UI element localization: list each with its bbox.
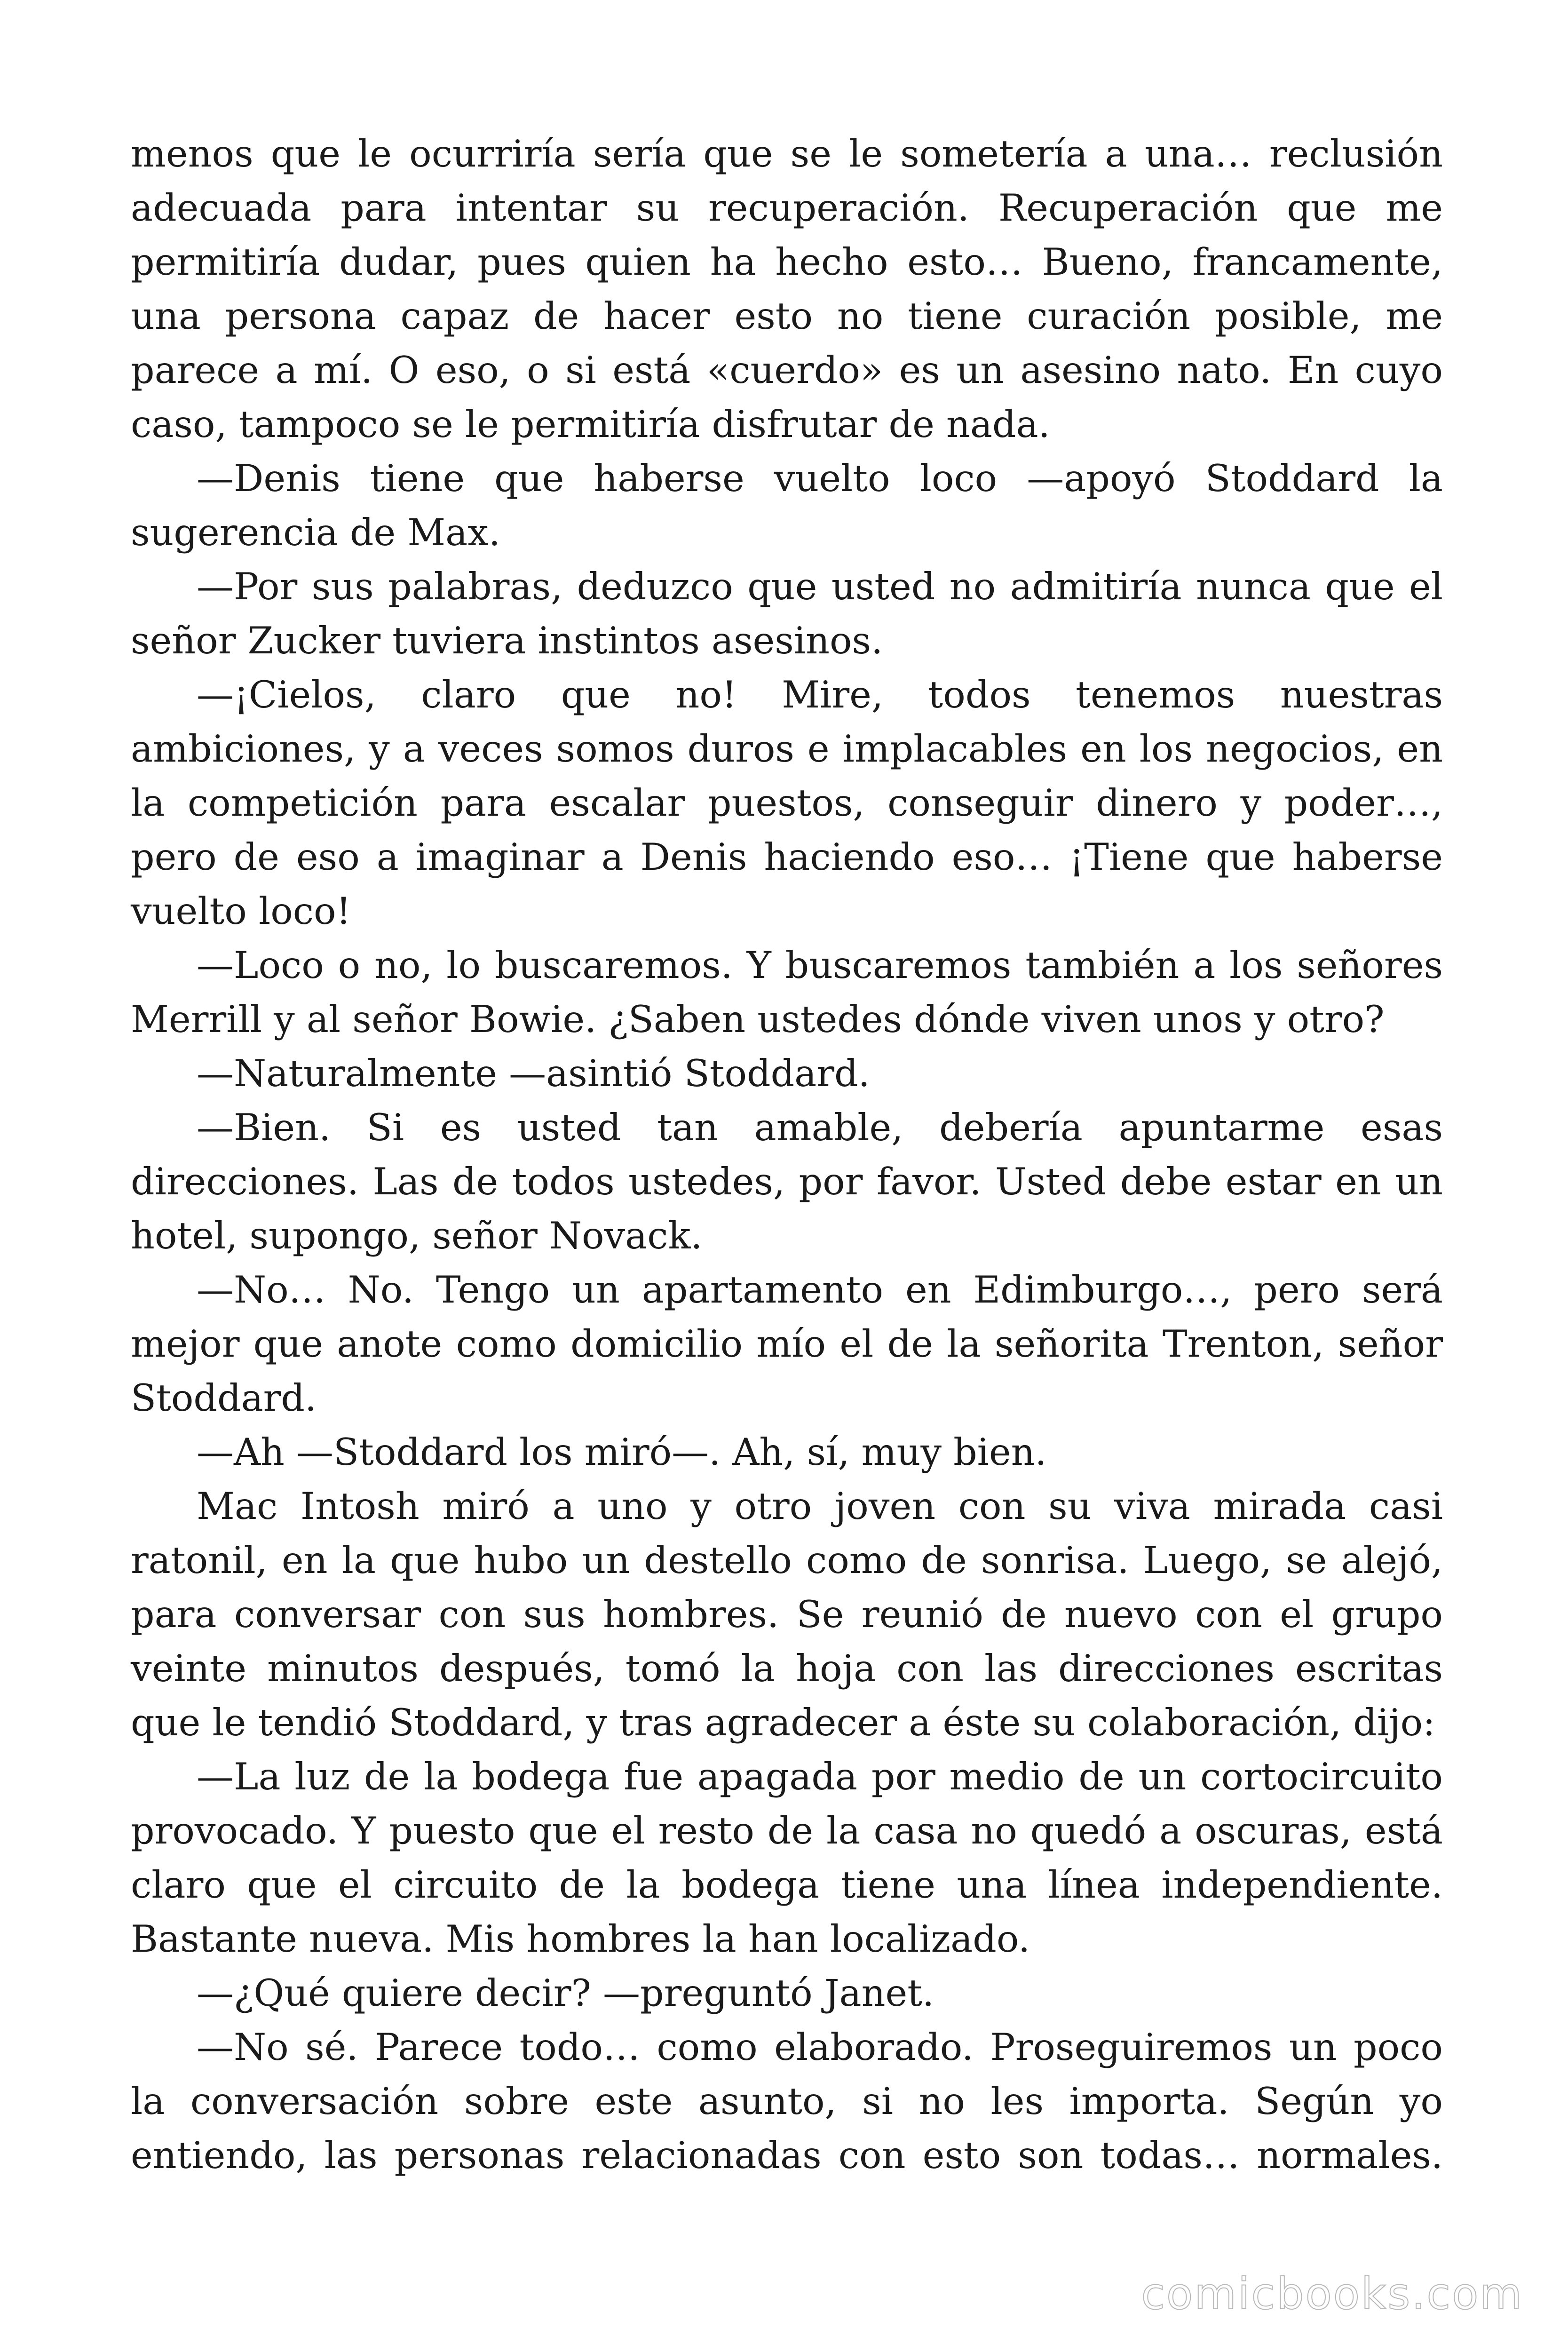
paragraph-9: —Ah —Stoddard los miró—. Ah, sí, muy bien. [197,1430,1047,1474]
paragraph-7: —Bien. Si es usted tan amable, debería apuntarme esas direcciones. Las de todos ustedes, por favor. Usted debe estar en un hotel, supongo, señor Novack. [131,1106,1443,1257]
paragraph-8: —No… No. Tengo un apartamento en Edimburgo…, pero será mejor que anote como domicilio mío el de la señorita Trenton, señor Stoddard. [131,1268,1443,1420]
page-body [131,127,1443,2183]
watermark: comicbooks.com [1141,2269,1523,2319]
paragraph-11: —La luz de la bodega fue apagada por medio de un cortocircuito provocado. Y puesto que el resto de la casa no quedó a oscuras, está claro que el circuito de la bodega tiene una línea independiente. Bastante nueva. Mis hombres la han localizado. [131,1755,1443,1961]
paragraph-3: —Por sus palabras, deduzco que usted no admitiría nunca que el señor Zucker tuviera instintos asesinos. [131,565,1443,662]
paragraph-12: —¿Qué quiere decir? —preguntó Janet. [197,1971,934,2015]
paragraph-1: menos que le ocurriría sería que se le sometería a una… reclusión adecuada para intentar su recuperación. Recuperación que me permitiría dudar, pues quien ha hecho esto… Bueno, francamente, una persona capaz de hacer esto no tiene curación posible, me parece a mí. O eso, o si está «cuerdo» es un asesino nato. En cuyo caso, tampoco se le permitiría disfrutar de nada. [131,132,1443,446]
paragraph-13: —No sé. Parece todo… como elaborado. Proseguiremos un poco la conversación sobre este asunto, si no les importa. Según yo entiendo, las personas relacionadas con esto son todas… normales. [131,2026,1443,2177]
paragraph-10: Mac Intosh miró a uno y otro joven con su viva mirada casi ratonil, en la que hubo un destello como de sonrisa. Luego, se alejó, para conversar con sus hombres. Se reunió de nuevo con el grupo veinte minutos después, tomó la hoja con las direcciones escritas que le tendió Stoddard, y tras agradecer a éste su colaboración, dijo: [131,1485,1443,1744]
paragraph-4: —¡Cielos, claro que no! Mire, todos tenemos nuestras ambiciones, y a veces somos duros e implacables en los negocios, en la competición para escalar puestos, conseguir dinero y poder…, pero de eso a imaginar a Denis haciendo eso… ¡Tiene que haberse vuelto loco! [131,673,1443,933]
paragraph-5: —Loco o no, lo buscaremos. Y buscaremos también a los señores Merrill y al señor Bowie. ¿Saben ustedes dónde viven unos y otro? [131,944,1443,1041]
paragraph-2: —Denis tiene que haberse vuelto loco —apoyó Stoddard la sugerencia de Max. [131,457,1443,554]
paragraph-6: —Naturalmente —asintió Stoddard. [197,1052,870,1095]
